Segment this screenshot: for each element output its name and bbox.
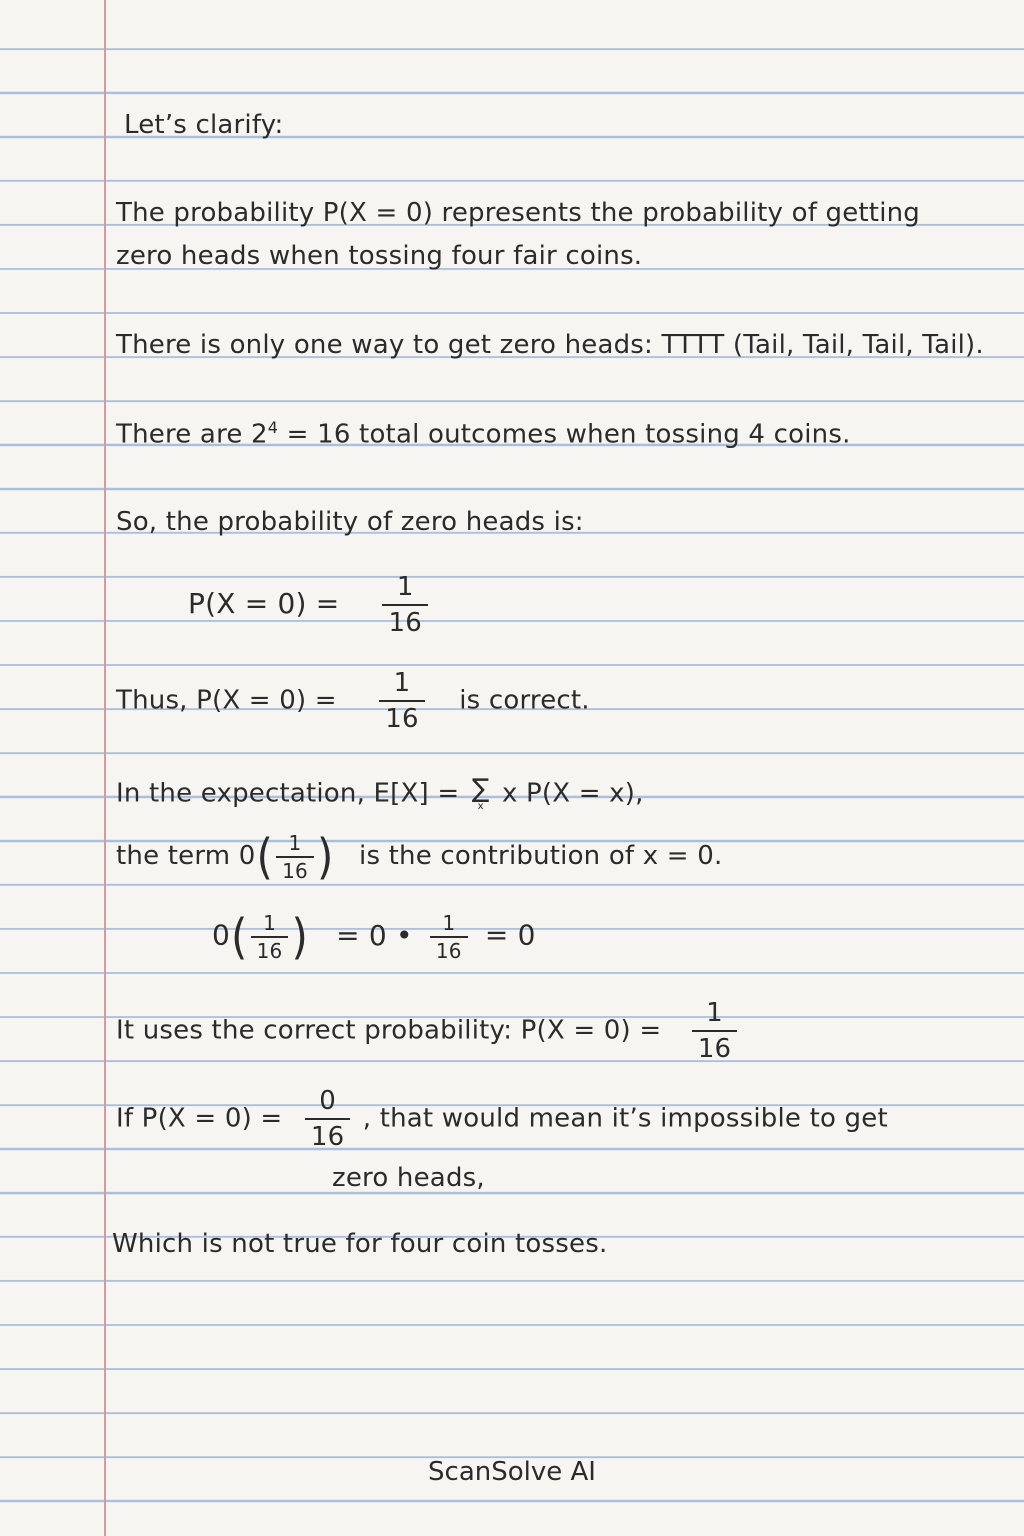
para9-suffix: , that would mean it’s impossible to get	[362, 1103, 888, 1134]
fraction-numerator: 1	[393, 668, 411, 698]
para8-prefix: It uses the correct probability: P(X = 0) =	[116, 1015, 662, 1046]
fraction-1-16	[379, 670, 424, 732]
equation-1-lhs: P(X = 0) =	[188, 587, 340, 620]
equation-1	[188, 574, 438, 636]
equation-2-lhs: 0	[212, 918, 231, 952]
para5-prefix: Thus, P(X = 0) =	[116, 685, 337, 716]
heading: Let’s clarify:	[124, 110, 284, 140]
fraction-numerator: 1	[263, 910, 276, 935]
footer-brand: ScanSolve AI	[428, 1457, 596, 1487]
para9-line2: zero heads,	[332, 1163, 485, 1193]
fraction-1-16	[430, 910, 468, 963]
fraction-bar	[382, 604, 427, 606]
para4: So, the probability of zero heads is:	[116, 507, 584, 537]
left-paren: (	[256, 828, 274, 885]
fraction-numerator: 0	[319, 1086, 336, 1116]
fraction-1-16	[382, 574, 427, 636]
para9	[116, 1088, 888, 1150]
fraction-bar	[692, 1030, 737, 1032]
right-paren: )	[316, 828, 334, 885]
fraction-1-16	[692, 1000, 737, 1062]
fraction-bar	[305, 1118, 350, 1120]
equation-2-rhs: = 0	[484, 918, 536, 952]
para7-prefix: the term 0	[116, 841, 256, 871]
para2: There is only one way to get zero heads: TTTT (Tail, Tail, Tail, Tail).	[116, 330, 984, 360]
sigma-glyph: ∑	[471, 774, 490, 804]
left-paren: (	[231, 908, 248, 965]
para3-suffix: = 16 total outcomes when tossing 4 coins.	[278, 419, 851, 450]
fraction-bar	[276, 856, 314, 858]
fraction-denominator: 16	[435, 938, 462, 963]
right-paren: )	[291, 908, 309, 965]
fraction-denominator: 16	[697, 1034, 732, 1064]
fraction-numerator: 1	[442, 910, 456, 935]
para1-line2: zero heads when tossing four fair coins.	[116, 241, 643, 271]
sum-symbol	[472, 776, 490, 812]
para6	[116, 776, 644, 812]
para8	[116, 1000, 747, 1062]
para7-suffix: is the contribution of x = 0.	[359, 841, 723, 871]
fraction-bar	[430, 936, 468, 938]
para5	[116, 670, 590, 732]
para7	[116, 828, 723, 885]
fraction-denominator: 16	[256, 938, 283, 963]
fraction-denominator: 16	[385, 704, 419, 734]
fraction-numerator: 1	[706, 998, 723, 1028]
fraction-denominator: 16	[310, 1122, 345, 1152]
equation-2-mid: = 0 •	[336, 918, 413, 952]
fraction-1-16	[251, 910, 289, 963]
fraction-denominator: 16	[388, 608, 422, 638]
fraction-bar	[251, 936, 289, 938]
para9-prefix: If P(X = 0) =	[116, 1103, 283, 1134]
margin-line	[104, 0, 106, 1536]
equation-2	[212, 908, 536, 965]
fraction-numerator: 1	[288, 830, 302, 855]
para5-suffix: is correct.	[459, 685, 590, 716]
para3-exponent: 4	[267, 418, 279, 437]
fraction-bar	[379, 700, 424, 702]
para6-prefix: In the expectation, E[X] =	[116, 778, 460, 809]
para3	[116, 418, 851, 450]
fraction-1-16	[276, 830, 314, 883]
para10: Which is not true for four coin tosses.	[112, 1229, 608, 1259]
fraction-numerator: 1	[396, 572, 414, 602]
para6-suffix: x P(X = x),	[501, 778, 644, 809]
para1-line1: The probability P(X = 0) represents the probability of getting	[116, 198, 921, 228]
fraction-0-16	[305, 1088, 350, 1150]
fraction-denominator: 16	[282, 858, 308, 883]
para3-prefix: There are 2	[116, 419, 268, 450]
sum-subscript: x	[477, 801, 484, 812]
